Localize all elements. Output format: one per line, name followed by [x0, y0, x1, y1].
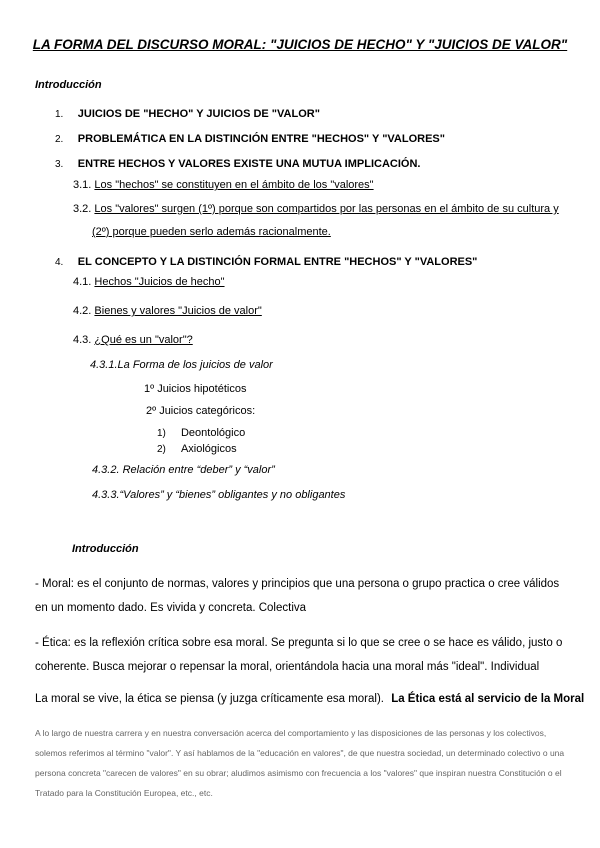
toc-kind-2	[157, 443, 237, 455]
toc-item-number: 3.	[55, 159, 64, 170]
toc-subitem-text: Los "valores" surgen (1º) porque son compartidos por las personas en el ámbito de su cultura y	[94, 203, 559, 215]
toc-item-text: ENTRE HECHOS Y VALORES EXISTE UNA MUTUA IMPLICACIÓN.	[77, 158, 421, 170]
moral-paragraph: - Moral: es el conjunto de normas, valores y principios que una persona o grupo practica o cree válidos en un momento dado. Es vivida y concreta. Colectiva	[35, 578, 560, 614]
toc-hipoteticos: 1º Juicios hipotéticos	[144, 383, 247, 395]
toc-kind-1	[157, 427, 245, 439]
summary-bold-text: La Ética está al servicio de la Moral	[391, 693, 585, 705]
toc-item-text: JUICIOS DE "HECHO" Y JUICIOS DE "VALOR"	[77, 108, 320, 120]
toc-subitem-4-3	[73, 334, 193, 346]
toc-item-number: 4.	[55, 257, 64, 268]
toc-item-number: 1.	[55, 109, 64, 120]
toc-item-text: EL CONCEPTO Y LA DISTINCIÓN FORMAL ENTRE "HECHOS" Y "VALORES"	[77, 256, 478, 268]
toc-subitem-text: Los "hechos" se constituyen en el ámbito de los "valores"	[94, 179, 374, 191]
toc-subitem-number: 3.2.	[73, 203, 92, 215]
toc-heading: Introducción	[35, 79, 102, 91]
toc-subitem-text: ¿Qué es un "valor"?	[94, 334, 193, 346]
toc-subitem-number: 3.1.	[73, 179, 92, 191]
toc-subitem-3-1	[73, 179, 374, 191]
gray-intro-paragraph: A lo largo de nuestra carrera y en nuestra conversación acerca del comportamiento y las disposiciones de las personas y los colectivos, solemos referimos al término "valor". Y así hablamos de la "educación en valores", de que nuestra sociedad, un determinado colectivo o una persona concreta "carecen de valores" en su obrar; aludimos asimismo con frecuencia a los "valores" que inspiran nuestra Constitución o el Tratado para la Constitución Europea, etc., etc.	[35, 728, 565, 798]
toc-item-text: PROBLEMÁTICA EN LA DISTINCIÓN ENTRE "HECHOS" Y "VALORES"	[77, 133, 445, 145]
page-title: LA FORMA DEL DISCURSO MORAL: "JUICIOS DE HECHO" Y "JUICIOS DE VALOR"	[32, 37, 568, 52]
toc-subitem-4-1	[73, 276, 225, 288]
toc-subsection-4-3-2: 4.3.2. Relación entre “deber” y “valor”	[92, 464, 275, 476]
toc-kind-text: Axiológicos	[180, 443, 237, 455]
toc-subitem-3-2	[73, 203, 559, 215]
summary-plain-text: La moral se vive, la ética se piensa (y juzga críticamente esa moral).	[35, 693, 384, 705]
toc-subitem-number: 4.1.	[73, 276, 92, 288]
toc-subitem-number: 4.3.	[73, 334, 92, 346]
toc-item-3	[55, 154, 420, 172]
toc-subitem-text: Bienes y valores "Juicios de valor"	[94, 305, 262, 317]
toc-item-1	[55, 104, 320, 122]
toc-item-2	[55, 129, 445, 147]
toc-kind-number: 2)	[157, 444, 166, 455]
toc-categoricos: 2º Juicios categóricos:	[146, 405, 256, 417]
body-heading: Introducción	[72, 543, 139, 555]
toc-kind-text: Deontológico	[180, 427, 246, 439]
toc-subitem-text: Hechos "Juicios de hecho"	[94, 276, 225, 288]
etica-paragraph: - Ética: es la reflexión crítica sobre esa moral. Se pregunta si lo que se cree o se hace es válido, justo o coherente. Busca mejorar o repensar la moral, orientándola hacia una moral más "ideal". Individual	[35, 637, 563, 673]
summary-line	[35, 693, 584, 705]
toc-subsection-4-3-3: 4.3.3.“Valores” y “bienes” obligantes y no obligantes	[92, 489, 346, 501]
toc-subitem-3-2-continuation: (2º) porque pueden serlo además racionalmente.	[92, 226, 331, 238]
toc-subsection-4-3-1: 4.3.1.La Forma de los juicios de valor	[90, 359, 273, 371]
toc-item-number: 2.	[55, 134, 64, 145]
toc-kind-number: 1)	[157, 428, 166, 439]
toc-subitem-number: 4.2.	[73, 305, 92, 317]
toc-subitem-4-2	[73, 305, 262, 317]
toc-item-4	[55, 252, 477, 270]
